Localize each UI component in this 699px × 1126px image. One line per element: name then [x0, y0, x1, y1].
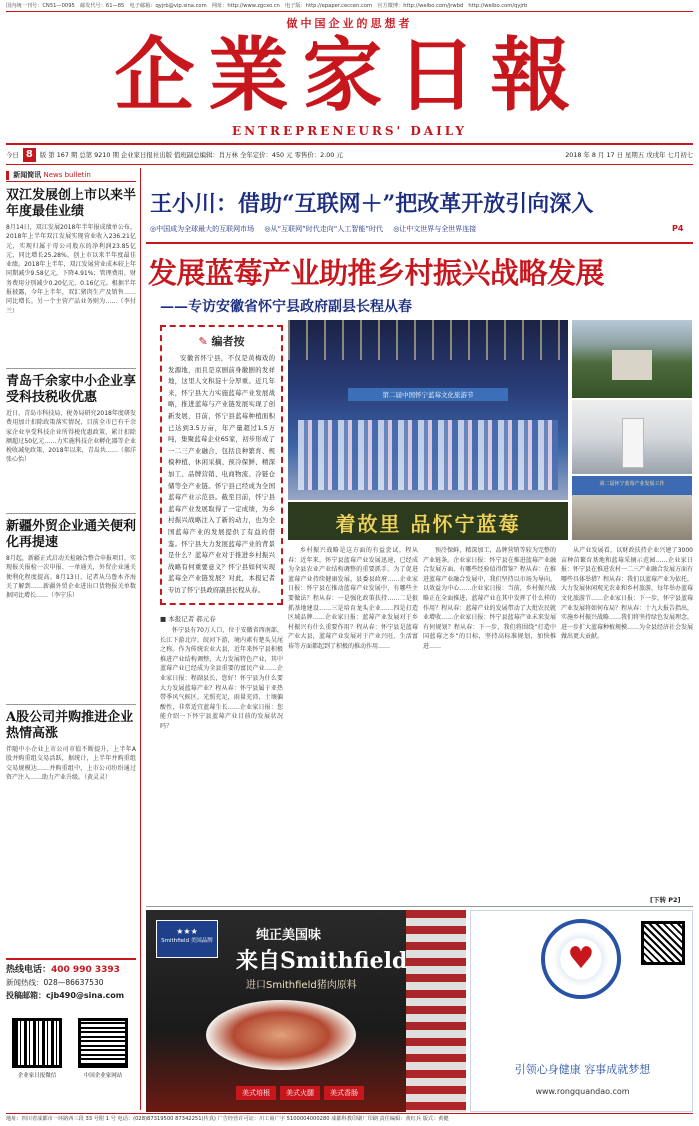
top-headline[interactable]: 王小川：借助“互联网＋”把改革开放引向深入: [150, 191, 594, 217]
news-body: 近日，青岛市科技局、税务局研究2018年度研发费用加计扣除政策落实情况，目前全市已有千余家企业享受科技企业所得税优惠政策，累计扣除额超过50亿元……力实施科技企业孵化器等企业税收减免政策，2018年以来，青岛共……（郝洋 张心怡）: [6, 410, 136, 464]
product-label: 美式火腿: [280, 1086, 320, 1100]
product-label: 美式香肠: [324, 1086, 364, 1100]
people-group: [612, 350, 652, 380]
column-divider: [140, 168, 141, 1110]
smithfield-sub-line: 进口Smithfield猪肉原料: [246, 980, 357, 991]
top-info-strip: 国内统一刊号：CN51—0095 邮发代号：61—85 电子邮箱：qyjrb@vip.sina.com 网址：http://www.zgcxo.cn 电子版：http://epaper.ceccen.com 官方微博：http://weibo.com/jrwbd http://weibo.com/qyjrb: [6, 3, 528, 9]
masthead-title: 企業家日報: [114, 28, 585, 122]
stage-performers: [298, 420, 558, 490]
sidebar-header-icon: [6, 171, 9, 180]
hotline-number[interactable]: 400 990 3393: [51, 965, 120, 975]
news-body: 8月起，新疆正式启动关检融合整合申报项目，实现报关报检一次申报、一单通关，外贸企业通关便利化程度提高。8月13日，记者从乌鲁木齐海关了解到……新疆外贸企业进出口货物报关单数据同比增长……（李宁乐）: [6, 555, 136, 600]
sidebar-item: [6, 188, 136, 377]
divider: [6, 704, 136, 705]
editor-note-box: [160, 325, 283, 605]
headline-subitem: ◎中国成为全球最大的互联网市场: [150, 225, 255, 233]
qr-caption-website: 中国企业家网站: [83, 1073, 123, 1079]
news-hotline[interactable]: 新闻热线：028—86637530: [6, 978, 104, 987]
headline-subitem: ◎从“互联网”时代走向“人工智能”时代: [264, 225, 383, 233]
top-rule: [6, 11, 693, 12]
news-body: 8月14日，双江发展2018年半年报成绩单公布，2018年上半年双江发展实现营业收入236.21亿元，实现归属于母公司股东的净利润23.85亿元，同比增长25.28%，创上市以来半年度最佳业绩。2018年上半年，双江发展营业成本较上年同期减少9.58亿元，下降4.91%；管理费用、财务费用分别减少0.20亿元、0.16亿元。根据半年报披露，今年上半年，双汇猪肉生产及销售……同比增长。另一个主营产品业务则为……（李付兰）: [6, 224, 136, 315]
continue-ref[interactable]: [下转 P2]: [650, 896, 681, 904]
byline: ■ 本报记者 郝元春: [160, 615, 216, 623]
rongquan-logo: [541, 919, 621, 999]
submit-email[interactable]: 投稿邮箱：cjb490@sina.com: [6, 991, 125, 1000]
slogan: 做中国企业的思想者: [286, 17, 413, 30]
rongquan-url[interactable]: www.rongquandao.com: [535, 1087, 630, 1096]
news-title[interactable]: 青岛千余家中小企业享受科技税收优惠: [6, 374, 137, 405]
masthead-rule: [6, 143, 693, 145]
stage-lights: [288, 320, 568, 360]
main-article-title[interactable]: 发展蓝莓产业助推乡村振兴战略发展: [148, 256, 605, 290]
product-label: 美式培根: [236, 1086, 276, 1100]
news-body: 伴随中小企业上市公司市值不断提升，上半年A股并购重组交易活跃，据统计，上半年并购重组交易规模达……并购重组中，上市公司纷纷通过资产注入……助力产业升级。（黄灵灵）: [6, 746, 136, 781]
sidebar-header-cn: 新闻简讯: [13, 171, 42, 179]
divider: [6, 513, 136, 514]
qr-code-website[interactable]: [78, 1018, 128, 1068]
sidebar-header: [6, 168, 136, 182]
ad-divider: [146, 906, 693, 907]
news-title[interactable]: 双江发展创上市以来半年度最佳业绩: [6, 188, 137, 219]
slogan-photo-text: 着故里 品怀宁蓝莓: [335, 512, 521, 536]
issue-details: 版 第 167 期 总第 9210 期 企业家日报社出版 值班副总编辑：肖万林 全年定价：450 元 零售价：2.00 元: [39, 151, 343, 159]
headline-subitem: ◎让中文世界与全世界连接: [393, 225, 477, 233]
article-col-1: 怀宁县有70万人口，位于安徽省西南部，长江下游北岸，皖河下游，境内素有楚头吴尾之称。作为传统农业大县，近年来怀宁县积极推进产业结构调整，大力发展特色产业，其中蓝莓产业已经成为全县重要的富民产业……企业家日报：程副县长，您好！怀宁县为什么要大力发展蓝莓产业？程从春：怀宁县属于亚热带季风气候区，光照充足，雨量充沛，土壤偏酸性，非常适宜蓝莓生长……企业家日报：您能介绍一下怀宁县蓝莓产业目前的发展状况吗？: [160, 627, 283, 730]
field-photo: [572, 320, 692, 398]
smithfield-badge-text: Smithfield 美国品牌: [161, 938, 213, 944]
sidebar-header-en: News bulletin: [43, 171, 91, 179]
heart-icon: ♥: [567, 941, 595, 976]
article-col-3: 预冷保鲜，精深加工，品牌营销等较为完整的产业链条。企业家日报：怀宁县在推进蓝莓产业融合发展方面，有哪些经验值得借鉴？程从春：在推进蓝莓产业融合发展中，我们坚持以市场为导向，以效益为中心……企业家日报：当前，乡村振兴战略正在全面推进，蓝莓产业在其中发挥了什么样的作用？程从春：蓝莓产业的发展带动了大批农民就业增收……企业家日报：怀宁县蓝莓产业未来发展有何规划？程从春：下一步，我们将围绕“打造中国蓝莓之乡”的目标，坚持高标准规划，加快推进……: [423, 547, 556, 650]
smithfield-brand-line: 来自Smithfield: [236, 948, 408, 974]
byline-icon: ■: [160, 615, 169, 623]
smithfield-ad[interactable]: [146, 910, 466, 1112]
lab-photo: [572, 400, 692, 474]
headline-subitems: [150, 223, 670, 235]
editor-note-label: ✎ 编者按: [198, 335, 245, 348]
slogan-photo: [288, 502, 568, 540]
rongquan-ad[interactable]: [470, 910, 693, 1112]
qr-code-wechat[interactable]: [12, 1018, 62, 1068]
hotline-box: [6, 958, 136, 1002]
footer-rule: [6, 1113, 693, 1114]
worker-figure: [622, 418, 644, 468]
footer-info: 地址：四川省成都市一环路西三段 33 号附 1 号 电话：(028)87319500 87342251(传真) 广告经营许可证：川工商广字 5100004000280 成都科教印刷厂印刷 责任编辑：黄红兵 版式：黄健: [6, 1116, 449, 1122]
news-title[interactable]: A股公司并购推进企业热情高涨: [6, 710, 134, 741]
masthead-en: ENTREPRENEURS' DAILY: [232, 124, 467, 138]
smithfield-top-line: 纯正美国味: [256, 928, 322, 943]
divider: [6, 368, 136, 369]
info-rule: [6, 164, 693, 165]
product-labels: [236, 1086, 364, 1100]
article-col-4: 从产业发展看，以财政扶持企业兴建了3000亩种苗繁育基地和蓝莓采摘示范园……企业家日报：怀宁县在推进农村一二三产业融合发展方面有哪些具体举措？程从春：我们以蓝莓产业为依托，大力发展休闲观光农业和乡村旅游，每年举办蓝莓文化旅游节……企业家日报：下一步，怀宁县蓝莓产业发展将如何布局？程从春：十九大报告指出，实施乡村振兴战略……我们将坚持绿色发展理念，进一步扩大蓝莓种植规模……为全县经济社会发展做出更大贡献。: [561, 547, 693, 641]
sidebar-item: [6, 710, 136, 935]
headline-rule: [146, 242, 693, 244]
headline-page-ref[interactable]: P4: [672, 224, 684, 233]
main-stage-photo: [288, 320, 568, 500]
rongquan-qr[interactable]: [641, 921, 685, 965]
page-count-badge: 8: [23, 148, 36, 162]
smithfield-badge: [156, 920, 218, 958]
article-col-2: 乡村振兴战略是这方面的有益尝试。程从春：近年来，怀宁县蓝莓产业发展迅速，已经成为全县农业产业结构调整的重要抓手。为了促进蓝莓产业持续健康发展，县委县政府……企业家日报：怀宁县在推动蓝莓产业发展中，有哪些主要做法？程从春：一是强化政策扶持……二是狠抓基地建设……三是培育龙头企业……四是打造区域品牌……企业家日报：蓝莓产业发展对于乡村振兴有什么重要作用？程从春：怀宁县是蓝莓产业大县，蓝莓产业发展对于产业兴旺、生活富裕等方面都起到了积极的推动作用……: [288, 547, 418, 650]
editor-note-text: 安徽省怀宁县，不仅是黄梅戏的发源地，而且是京剧前身徽剧的发祥地，这里人文积淀十分厚重。近几年来，怀宁县大力实施蓝莓产业发展战略，推进蓝莓与产业链发展实现了创新发展，目前，怀宁县蓝莓种植面积已达到3.5万亩，年产量超过1.5万吨，集聚蓝莓企业65家，初步形成了一二三产业融合，包括良种繁育、规模种植、休闲采摘、预冷保鲜、精深加工、品牌营销、电商物流、冷链仓储等全产业链。怀宁县已经成为全国蓝莓产业示范县。截至目前，怀宁县蓝莓产业发展取得了一定成绩，为乡村振兴战略注入了新的动力，也为全国蓝莓产业的发展提供了有益的借鉴。怀宁县大力发展蓝莓产业的背景是什么？蓝莓产业对于推进乡村振兴战略有何重要意义？怀宁县如何实现蓝莓全产业链发展？对此，本报记者专访了怀宁县政府副县长程从春。: [168, 354, 275, 594]
issue-info: [6, 148, 343, 162]
food-plate-image: [206, 1000, 356, 1070]
sidebar-item: [6, 519, 136, 714]
issue-date: 2018 年 8 月 17 日 星期五 戊戌年 七月初七: [565, 151, 693, 159]
stage-banner: 第二届中国怀宁蓝莓文化旅游节: [348, 388, 508, 401]
hotline-label: 热线电话：: [6, 965, 52, 975]
news-title[interactable]: 新疆外贸企业通关便利化再提速: [6, 519, 137, 550]
today-label: 今日: [6, 151, 19, 159]
sidebar-item: [6, 374, 136, 521]
flag-icon: ★★★: [176, 927, 198, 936]
meeting-banner: 第二届怀宁蓝莓产业发展工作: [599, 481, 665, 487]
qr-caption-wechat: 企业家日报微信: [17, 1073, 57, 1079]
meeting-photo: [572, 476, 692, 540]
smithfield-stripes: [406, 910, 466, 1112]
main-article-subtitle: ——专访安徽省怀宁县政府副县长程从春: [160, 299, 412, 315]
rongquan-slogan: 引领心身健康 容事成就梦想: [514, 1063, 651, 1076]
note-icon: ✎: [198, 335, 212, 348]
sidebar: [6, 168, 136, 1120]
